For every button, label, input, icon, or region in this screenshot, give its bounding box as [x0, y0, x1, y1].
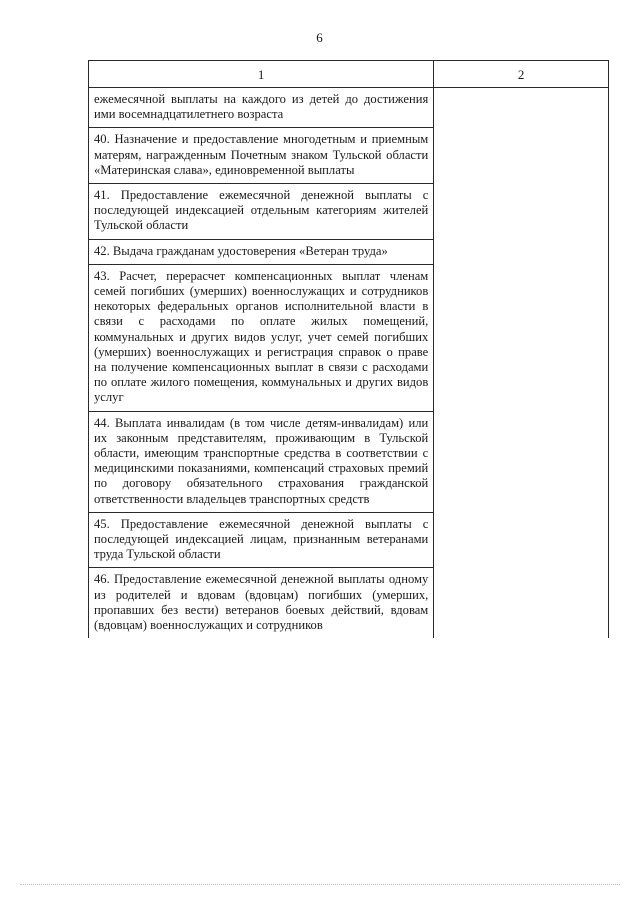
column-header-2: 2: [434, 61, 609, 88]
service-cell: ежемесячной выплаты на каждого из детей до достижения ими восемнадцатилетнего возраста: [89, 88, 434, 128]
service-cell: 41. Предоставление ежемесячной денежной выплаты с последующей индексацией отдельным категориям жителей Тульской области: [89, 184, 434, 240]
table-header-row: [89, 61, 609, 88]
service-cell: 46. Предоставление ежемесячной денежной выплаты одному из родителей и вдовам (вдовцам) погибших (умерших, пропавших без вести) ветеранов боевых действий, вдовам (вдовцам) военнослужащих и сотрудников: [89, 568, 434, 638]
page-number: 6: [316, 30, 323, 45]
service-cell: 40. Назначение и предоставление многодетным и приемным матерям, награжденным Почетным знаком Тульской области «Материнская слава», единовременной выплаты: [89, 128, 434, 184]
service-cell: 42. Выдача гражданам удостоверения «Ветеран труда»: [89, 239, 434, 264]
column-header-1: 1: [89, 61, 434, 88]
table-row: [89, 88, 609, 128]
scan-noise-line: [20, 884, 620, 887]
services-table: [88, 60, 609, 638]
service-cell: 43. Расчет, перерасчет компенсационных выплат членам семей погибших (умерших) военнослужащих и сотрудников некоторых федеральных органов исполнительной власти в связи с расходами по оплате жилых помещений, коммунальных и других видов услуг, учет семей погибших (умерших) военнослужащих и регистрация справок о праве на получение компенсационных выплат в связи с расходами по оплате жилого помещения, коммунальных и других видов услуг: [89, 264, 434, 411]
empty-column-2: [434, 88, 609, 639]
service-cell: 45. Предоставление ежемесячной денежной выплаты с последующей индексацией лицам, признанным ветеранами труда Тульской области: [89, 512, 434, 568]
service-cell: 44. Выплата инвалидам (в том числе детям-инвалидам) или их законным представителям, проживающим в Тульской области, имеющим транспортные средства в соответствии с медицинскими показаниями, компенсаций страховых премий по договору обязательного страхования гражданской ответственности владельцев транспортных средств: [89, 411, 434, 512]
